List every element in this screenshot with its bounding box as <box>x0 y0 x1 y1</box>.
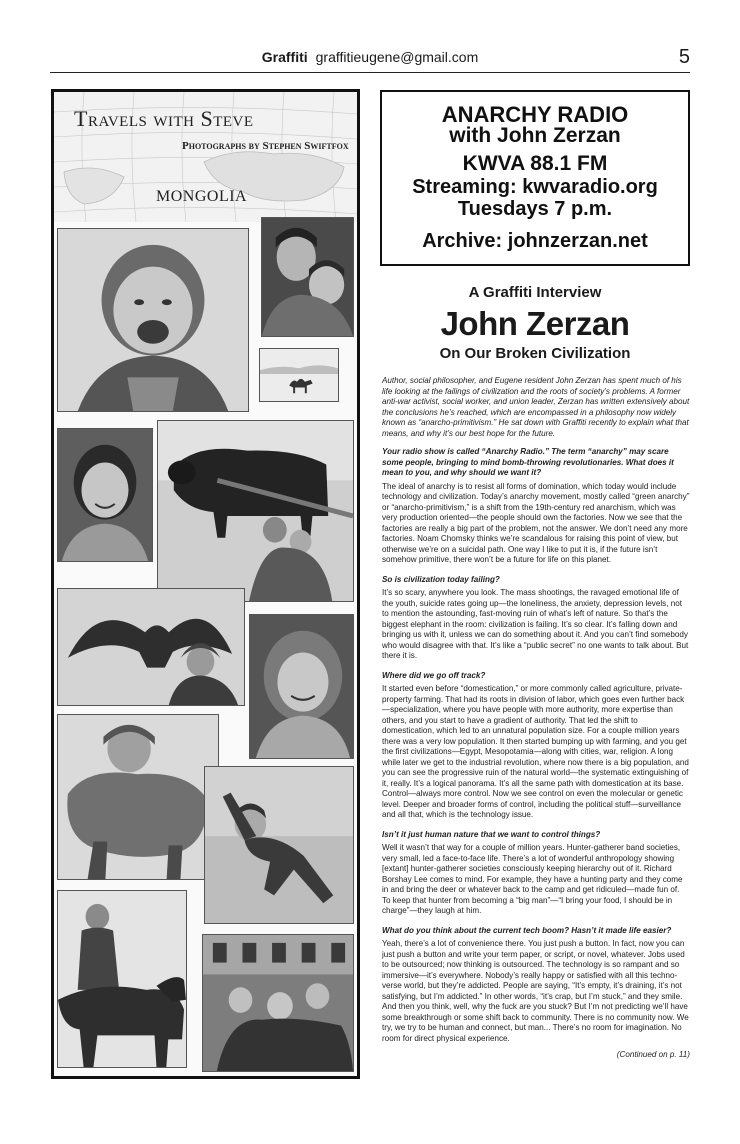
smiling-girl-photo <box>57 428 153 562</box>
mother-and-child-photo <box>261 217 354 337</box>
continued-notice[interactable]: (Continued on p. 11) <box>616 1050 690 1059</box>
boy-holding-goat-photo <box>57 714 219 880</box>
interview-answer: It started even before “domestication,” or more commonly called agriculture, private-property farming. That had its roots in division of labor, which goes even further back—specialization, where you have people with more authority, more expertise than others, and you start to have a gradient of authority. That led the shift to domestication, which led to an unnatural population size. For a couple million years there was a very low population. It then started bumping up with farming, and you get the first civilizations—Egypt, Mesopotamia—along with cities, war, religion. A long while later we get to the industrial revolution, where now there is a big population, and you can see the progressive ruin of the natural world—the systematic extinguishing of it, really. It’s a logical panorama. It’s all the same path with domestication at its base. Control—always more control. Now we see control on even the molecular or genetic level. Deeper and broader forms of control, including the political stuff—surveillance and all that, which is the technology issue. <box>382 684 689 819</box>
interview-answer: Yeah, there’s a lot of convenience there. You just push a button. In fact, now you can just push a button and write your term paper, or script, or novel, whatever. Jobs used to be outsourced; now thinking is outsourced. The technology is so rampant and so immersive—it’s everywhere. Nobody’s really happy or satisfied with all this techno-verse world, but they’re addicted. People are saying, “It’s empty, it’s draining, it’s not satisfying, but I’m addicted.” In other words, “it’s crap, but I’m stuck,” and they smile. And then you think, well, why the fuck are you stuck? But I’m not predicting we’ll have some breakthrough or some shift back to community. There is no community now. We try, we try to be human and connect, but man... There’s no room for imagination. No room for direct physical experience. <box>382 939 689 1043</box>
interview-question: What do you think about the current tech boom? Hasn’t it made life easier? <box>382 925 672 935</box>
interview-question: Where did we go off track? <box>382 670 486 680</box>
horseman-photo <box>57 890 187 1068</box>
anarchy-radio-ad <box>380 90 690 266</box>
article-body <box>382 376 690 1061</box>
eagle-hunter-photo <box>57 588 245 706</box>
boy-dancing-photo <box>204 766 354 924</box>
girl-in-hood-photo <box>249 614 354 759</box>
photo-credit: Photographs by Stephen Swiftfox <box>182 140 349 152</box>
article-headline: John Zerzan <box>440 305 630 342</box>
ad-show-title: ANARCHY RADIO <box>441 102 629 127</box>
laughing-girl-photo <box>57 228 249 412</box>
ad-streaming-link[interactable]: Streaming: kwvaradio.org <box>412 176 658 198</box>
article-kicker: A Graffiti Interview <box>468 284 602 301</box>
photo-essay-location: MONGOLIA <box>156 188 248 205</box>
article-intro: Author, social philosopher, and Eugene resident John Zerzan has spent much of his life looking at the failings of civilization and the roots of society’s problems. A former anti-war activist, social worker, and union leader, Zerzan has written extensively about the conclusions he’s reached, which are encompassed in a philosophy now widely known as “anarcho-primitivism.” He sat down with Graffiti recently to explain what that means, and why it’s our best hope for the future. <box>382 376 690 438</box>
ad-schedule: Tuesdays 7 p.m. <box>457 198 613 220</box>
ad-archive-link[interactable]: Archive: johnzerzan.net <box>422 230 648 252</box>
article-subheadline: On Our Broken Civilization <box>439 345 631 362</box>
page-header <box>50 48 690 72</box>
interview-answer: Well it wasn’t that way for a couple of million years. Hunter-gatherer band societies, very small, led a face-to-face life. There’s a lot of wonderful anthropology showing [extant] hunter-gatherer societies consciously keeping hierarchy out of it. Richard Borshay Lee comes to mind. For example, they have a hunting party and they come in and bring the deer or whatever back to the camp and get ridiculed—made fun of. To keep that hunter from becoming a “big man”—“I bring your food, I should be in charge”—they laugh at him. <box>382 843 683 915</box>
publication-name: Graffiti <box>261 49 308 65</box>
interview-question: Your radio show is called “Anarchy Radio.” The term “anarchy” may scare some people, bringing to mind bomb-throwing revolutionaries. What does it mean to you, and why should we want it? <box>382 447 674 477</box>
ad-station: KWVA 88.1 FM <box>462 152 608 175</box>
photo-essay-panel <box>51 89 360 1079</box>
interview-answer: It’s so scary, anywhere you look. The mass shootings, the ravaged emotional life of the youth, suicide rates going up—the loneliness, the anxiety, depression levels, not to mention the astounding, fast-moving ruin of what’s left of nature. So that’s the biggest elephant in the room: civilization is failing. It’s so clear. It’s falling down and bringing us with it, unless we can do something about it. And you can’t find somebody who would disagree with that. It’s like a “public secret” no one wants to talk about. But there it is. <box>382 588 689 660</box>
header-divider <box>50 72 690 73</box>
interview-answer: The ideal of anarchy is to resist all forms of domination, which today would include technology and civilization. Today’s anarchy movement, mostly called “green anarchy” or “anarcho-primitivism,” is a shift from the 19th-century red anarchism, which was very production oriented—the people should own the factories. Now we see that the factories are really a big part of the problem, not the answer. We don’t need any more factories. Noam Chomsky thinks we’re scandalous for raising this point of view, but otherwise we’re on a suicidal path. One way I like to put it is, if the future isn’t somehow primitive, there won’t be a future for life on this planet. <box>382 481 690 564</box>
photo-essay-title: Travels with Steve <box>74 106 254 131</box>
interview-question: Isn’t it just human nature that we want to control things? <box>382 829 601 839</box>
camel-in-snow-photo <box>259 348 339 402</box>
yak-cart-children-photo <box>157 420 354 602</box>
contact-email[interactable]: graffitieugene@gmail.com <box>315 49 479 65</box>
ad-host: with John Zerzan <box>449 124 621 147</box>
page-number: 5 <box>678 46 690 68</box>
interview-question: So is civilization today failing? <box>382 574 500 584</box>
schoolroom-boys-photo <box>202 934 354 1072</box>
